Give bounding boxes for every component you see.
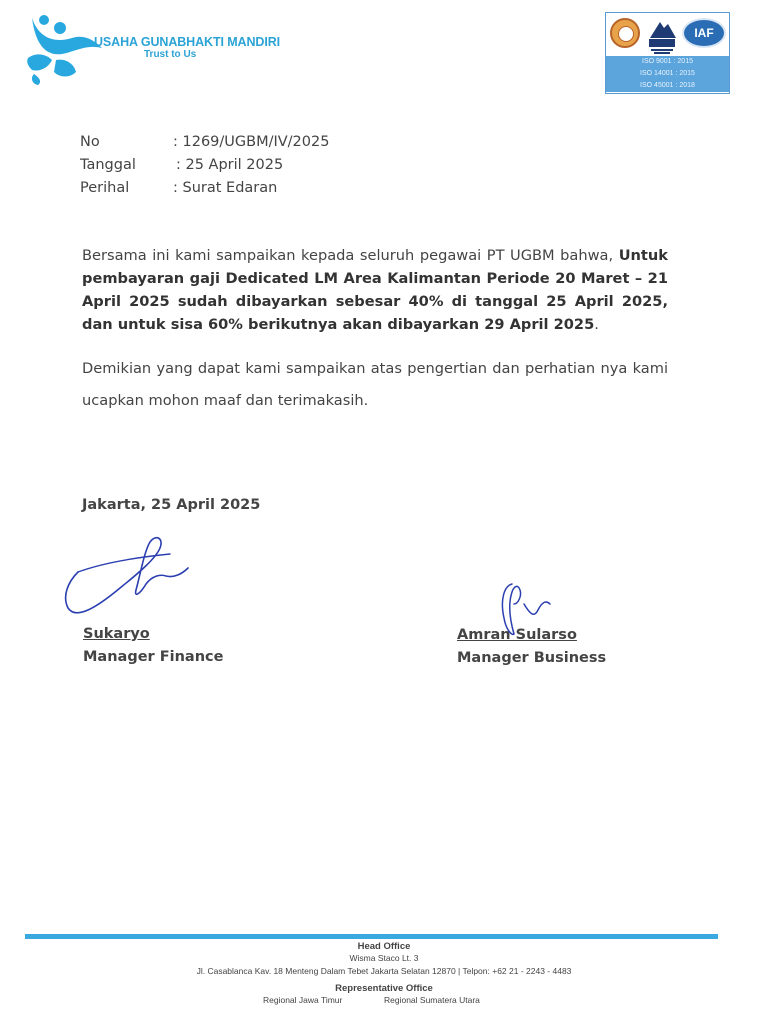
no-label: No: [80, 134, 100, 150]
certification-badge: [605, 12, 730, 94]
iso-9001-label: ISO 9001 : 2015: [606, 56, 729, 68]
closing-paragraph: Demikian yang dapat kami sampaikan atas pengertian dan perhatian nya kami ucapkan mohon maaf dan terimakasih.: [82, 360, 668, 409]
body-intro: Bersama ini kami sampaikan kepada seluruh pegawai PT UGBM bahwa,: [82, 247, 619, 264]
date-label: Tanggal: [80, 157, 136, 173]
no-value: : 1269/UGBM/IV/2025: [173, 134, 330, 150]
company-tagline: Trust to Us: [144, 49, 197, 60]
signer-name-amran: Amran Sularso: [457, 627, 577, 643]
signer-title-finance: Manager Finance: [83, 649, 224, 665]
body-end: .: [594, 316, 599, 333]
subject-value: : Surat Edaran: [173, 180, 278, 196]
body-paragraph: [82, 244, 668, 336]
head-office-building: Wisma Staco Lt. 3: [349, 953, 419, 963]
signer-name-sukaryo: Sukaryo: [83, 626, 150, 642]
company-name: USAHA GUNABHAKTI MANDIRI: [94, 35, 281, 49]
company-logo-icon: [22, 8, 104, 86]
head-office-label: Head Office: [357, 941, 411, 952]
iso-45001-label: ISO 45001 : 2018: [606, 80, 729, 92]
certification-mountain-icon: [646, 16, 678, 56]
date-value: : 25 April 2025: [176, 157, 284, 173]
signer-title-business: Manager Business: [457, 650, 607, 666]
place-date: Jakarta, 25 April 2025: [82, 497, 261, 513]
certification-seal-icon: [610, 18, 640, 48]
head-office-address: Jl. Casablanca Kav. 18 Menteng Dalam Tebet Jakarta Selatan 12870 | Telpon: +62 21 - 2243 - 4483: [196, 966, 572, 976]
iaf-badge: IAF: [682, 18, 726, 48]
regional-office-jawa-timur: Regional Jawa Timur: [263, 995, 343, 1005]
representative-office-label: Representative Office: [335, 983, 433, 994]
body-payment-statement: Untuk pembayaran gaji Dedicated LM Area Kalimantan Periode 20 Maret – 21 April 2025 sudah dibayarkan sebesar 40% di tanggal 25 April 2025, dan untuk sisa 60% berikutnya akan dibayarkan 29 April 2025: [82, 247, 668, 333]
footer-divider: [25, 934, 718, 939]
subject-label: Perihal: [80, 180, 130, 196]
signature-sukaryo: [60, 528, 210, 623]
regional-office-sumatera-utara: Regional Sumatera Utara: [384, 995, 480, 1005]
iso-14001-label: ISO 14001 : 2015: [606, 68, 729, 80]
